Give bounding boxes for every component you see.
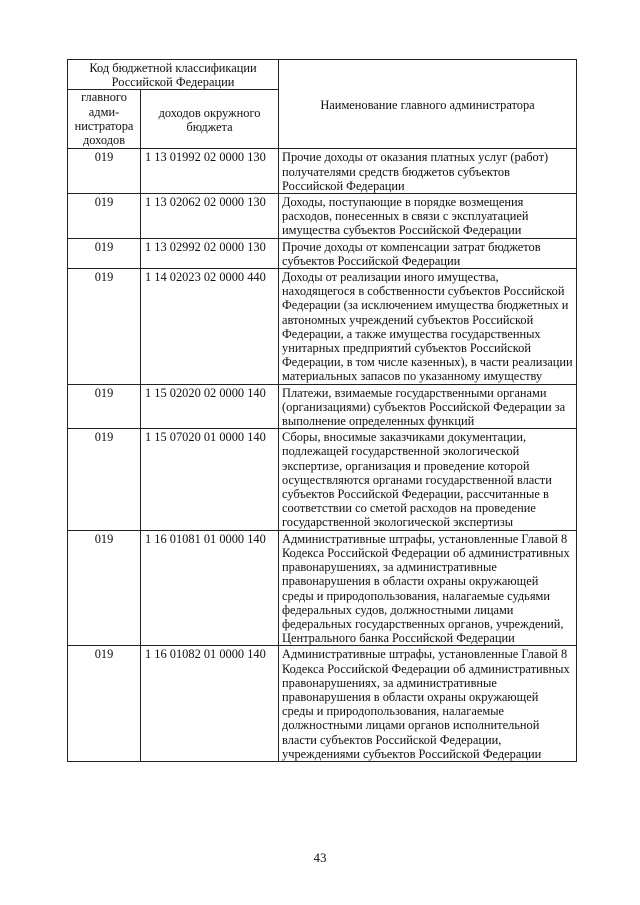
table-row [68,269,577,385]
cell-income-code: 1 15 02020 02 0000 140 [141,384,279,429]
cell-admin-name: Доходы, поступающие в порядке возмещения расходов, понесенных в связи с эксплуатацией имущества субъектов Российской Федерации [279,194,577,239]
cell-admin-name: Административные штрафы, установленные Главой 8 Кодекса Российской Федерации об административных правонарушениях, за административные правонарушения в области охраны окружающей среды и природопользования, налагаемые должностными лицами органов исполнительной власти субъектов Российской Федерации, учреждениями субъектов Российской Федерации [279,646,577,762]
header-code-group: Код бюджетной классификации Российской Федерации [68,60,279,90]
table-row [68,149,577,194]
header-main-admin: главного адми-нистратора доходов [68,90,141,149]
cell-income-code: 1 16 01082 01 0000 140 [141,646,279,762]
cell-admin-code: 019 [68,149,141,194]
table-row [68,194,577,239]
header-admin-name: Наименование главного администратора [279,60,577,149]
header-income-code: доходов окружного бюджета [141,90,279,149]
table-row [68,646,577,762]
cell-admin-name: Платежи, взимаемые государственными органами (организациями) субъектов Российской Федерации за выполнение определенных функций [279,384,577,429]
cell-admin-code: 019 [68,530,141,646]
cell-income-code: 1 13 01992 02 0000 130 [141,149,279,194]
cell-admin-name: Прочие доходы от оказания платных услуг (работ) получателями средств бюджетов субъектов Российской Федерации [279,149,577,194]
cell-income-code: 1 13 02992 02 0000 130 [141,238,279,268]
table-body [68,149,577,762]
cell-admin-name: Прочие доходы от компенсации затрат бюджетов субъектов Российской Федерации [279,238,577,268]
cell-income-code: 1 16 01081 01 0000 140 [141,530,279,646]
cell-admin-code: 019 [68,238,141,268]
cell-admin-code: 019 [68,429,141,530]
cell-admin-name: Сборы, вносимые заказчиками документации, подлежащей государственной экологической экспертизе, организация и проведение которой осуществляются органами государственной власти субъектов Российской Федерации, рассчитанные в соответствии со сметой расходов на проведение государственной экологической экспертизы [279,429,577,530]
cell-admin-code: 019 [68,269,141,385]
cell-admin-name: Доходы от реализации иного имущества, находящегося в собственности субъектов Российской Федерации (за исключением имущества бюджетных и автономных учреждений субъектов Российской Федерации, а также имущества государственных унитарных предприятий субъектов Российской Федерации, в том числе казенных), в части реализации материальных запасов по указанному имуществу [279,269,577,385]
cell-admin-name: Административные штрафы, установленные Главой 8 Кодекса Российской Федерации об административных правонарушениях, за административные правонарушения в области охраны окружающей среды и природопользования, налагаемые судьями федеральных судов, должностными лицами федеральных государственных органов, учреждений, Центрального банка Российской Федерации [279,530,577,646]
cell-income-code: 1 14 02023 02 0000 440 [141,269,279,385]
budget-classification-table [67,59,577,762]
table-row [68,429,577,530]
table-header [68,60,577,149]
cell-admin-code: 019 [68,384,141,429]
cell-income-code: 1 15 07020 01 0000 140 [141,429,279,530]
page-number: 43 [313,850,327,865]
cell-admin-code: 019 [68,646,141,762]
table-row [68,530,577,646]
table-row [68,384,577,429]
cell-income-code: 1 13 02062 02 0000 130 [141,194,279,239]
table-row [68,238,577,268]
cell-admin-code: 019 [68,194,141,239]
